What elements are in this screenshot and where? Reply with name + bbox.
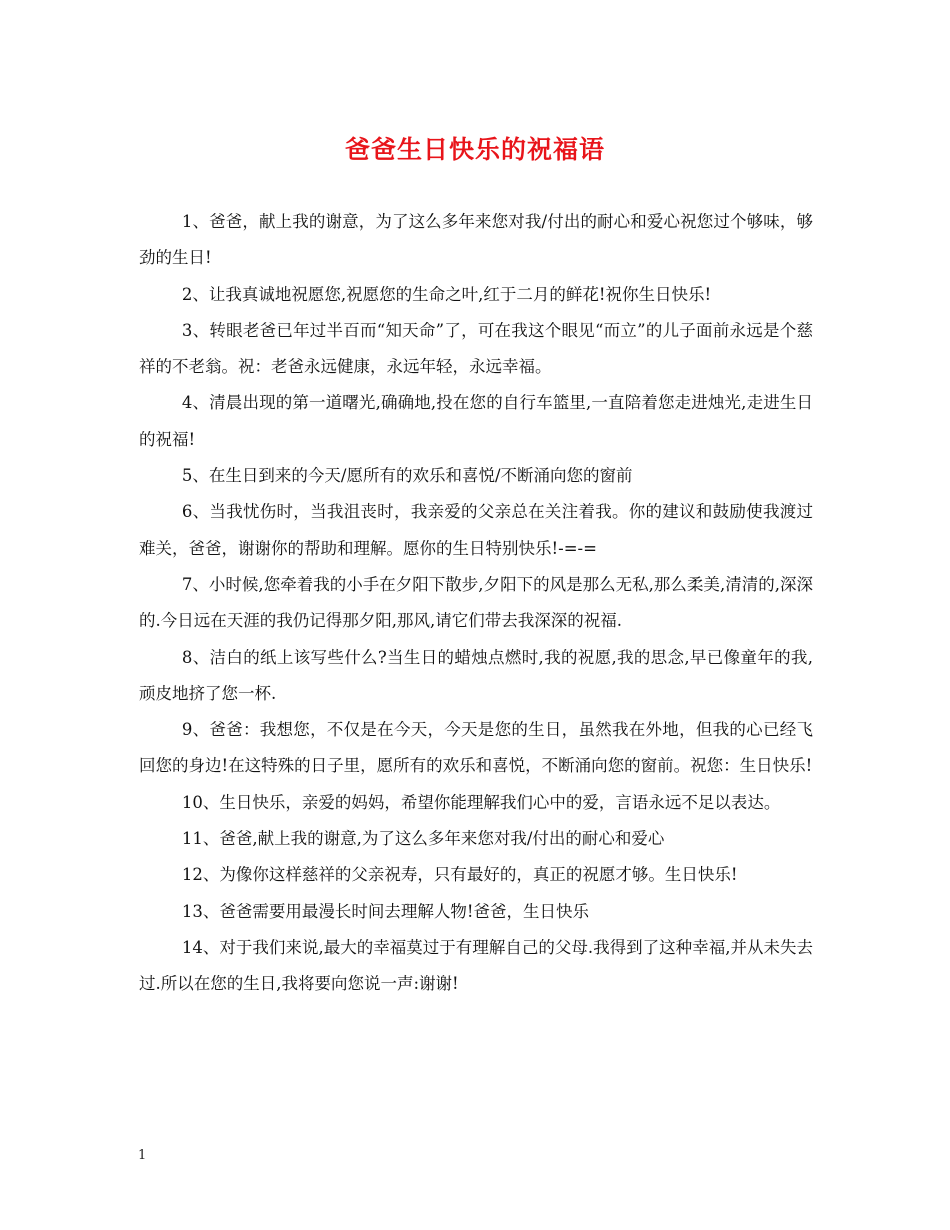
- paragraph-6: 6、当我忧伤时，当我沮丧时，我亲爱的父亲总在关注着我。你的建议和鼓励使我渡过难关，爸爸，谢谢你的帮助和理解。愿你的生日特别快乐!-=-=: [139, 502, 813, 558]
- paragraph-13: 13、爸爸需要用最漫长时间去理解人物!爸爸，生日快乐: [181, 901, 590, 921]
- paragraph-10: 10、生日快乐，亲爱的妈妈，希望你能理解我们心中的爱，言语永远不足以表达。: [181, 792, 781, 812]
- paragraph-1: 1、爸爸，献上我的谢意，为了这么多年来您对我/付出的耐心和爱心祝您过个够味，够劲的生日!: [139, 212, 813, 268]
- paragraph-3: 3、转眼老爸已年过半百而“知天命”了，可在我这个眼见“而立”的儿子面前永远是个慈祥的不老翁。祝：老爸永远健康，永远年轻，永远幸福。: [139, 320, 813, 377]
- document-body: [139, 204, 813, 1003]
- paragraph-11: 11、爸爸,献上我的谢意,为了这么多年来您对我/付出的耐心和爱心: [181, 829, 665, 849]
- paragraph-9: 9、爸爸：我想您，不仅是在今天，今天是您的生日，虽然我在外地，但我的心已经飞回您的身边!在这特殊的日子里，愿所有的欢乐和喜悦，不断涌向您的窗前。祝您：生日快乐!: [139, 720, 813, 776]
- paragraph-5: 5、在生日到来的今天/愿所有的欢乐和喜悦/不断涌向您的窗前: [181, 466, 633, 486]
- paragraph-7: 7、小时候,您牵着我的小手在夕阳下散步,夕阳下的风是那么无私,那么柔美,清清的,深深的.今日远在天涯的我仍记得那夕阳,那风,请它们带去我深深的祝福.: [139, 574, 813, 631]
- paragraph-8: 8、洁白的纸上该写些什么?当生日的蜡烛点燃时,我的祝愿,我的思念,早已像童年的我,顽皮地挤了您一杯.: [139, 647, 813, 703]
- paragraph-12: 12、为像你这样慈祥的父亲祝寿，只有最好的，真正的祝愿才够。生日快乐!: [181, 865, 738, 885]
- paragraph-14: 14、对于我们来说,最大的幸福莫过于有理解自己的父母.我得到了这种幸福,并从未失去过.所以在您的生日,我将要向您说一声:谢谢!: [139, 937, 813, 994]
- paragraph-2: 2、让我真诚地祝愿您,祝愿您的生命之叶,红于二月的鲜花!祝你生日快乐!: [181, 284, 712, 304]
- paragraph-4: 4、清晨出现的第一道曙光,确确地,投在您的自行车篮里,一直陪着您走进烛光,走进生日的祝福!: [139, 393, 813, 449]
- page-number: 1: [138, 1148, 147, 1163]
- page-title: 爸爸生日快乐的祝福语: [344, 135, 605, 164]
